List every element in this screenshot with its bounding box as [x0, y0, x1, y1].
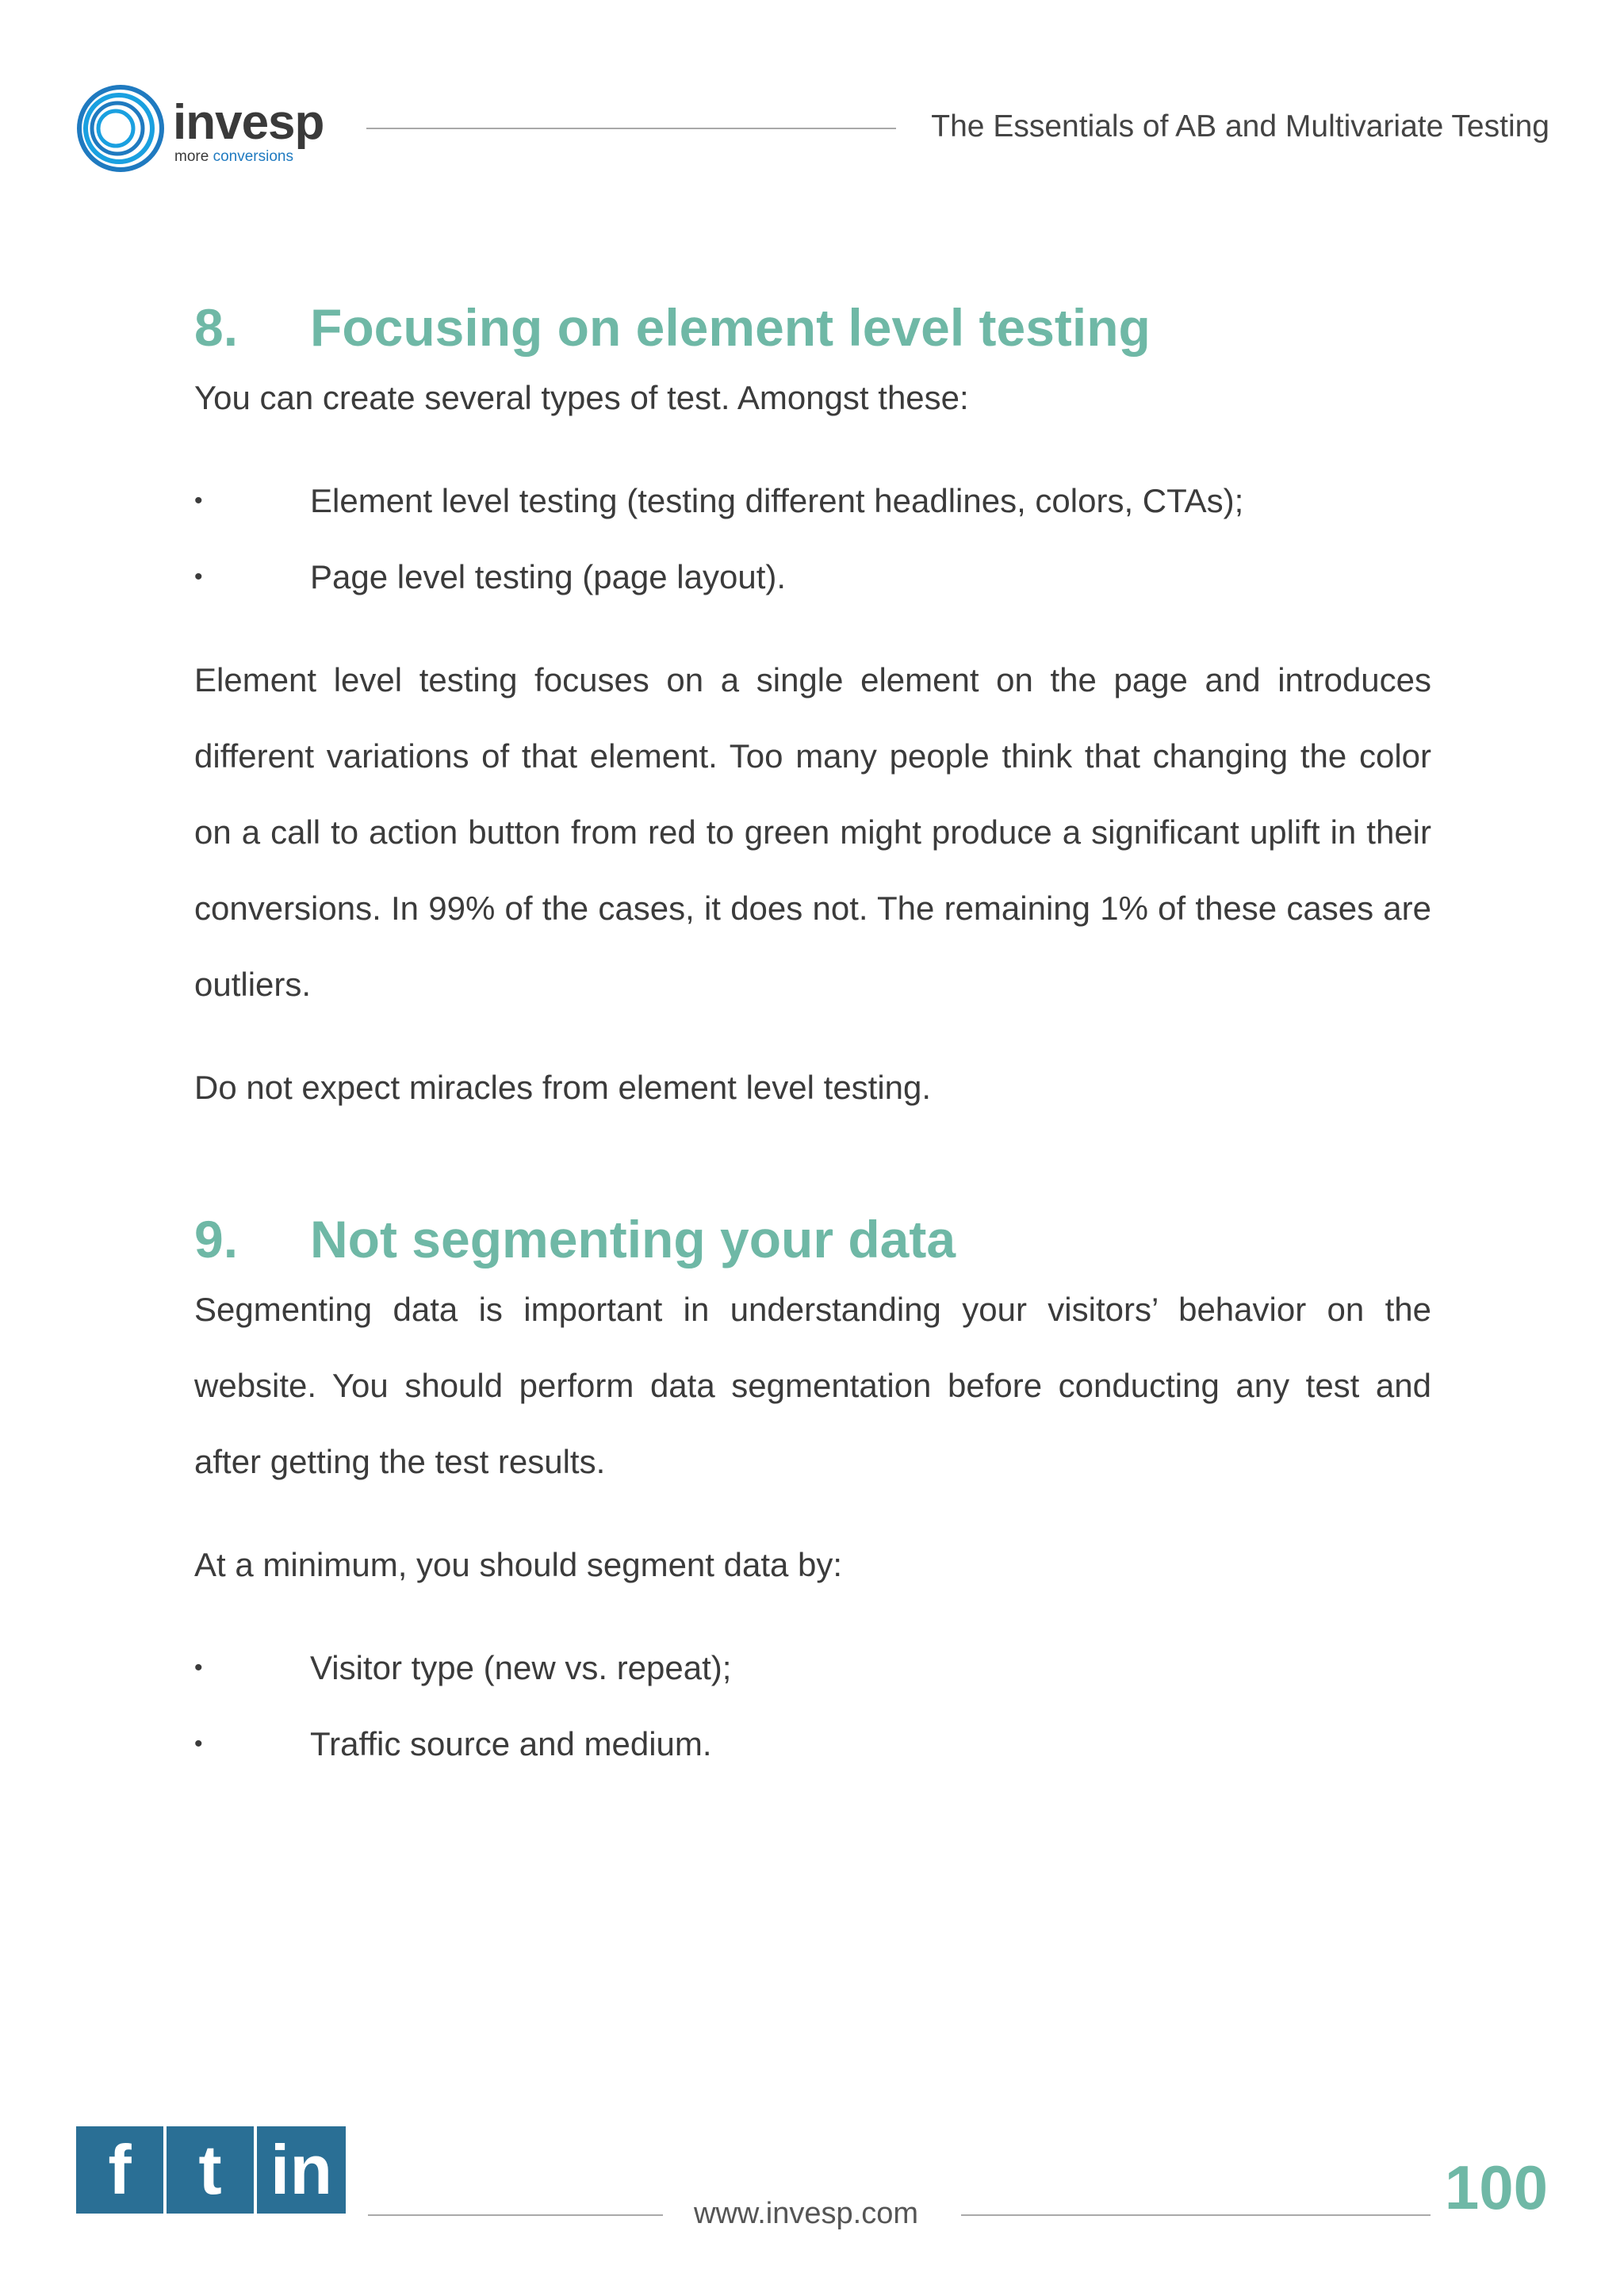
list-item-text: Page level testing (page layout). — [310, 558, 787, 595]
bullet-list — [194, 463, 1431, 615]
linkedin-icon[interactable] — [257, 2126, 346, 2214]
list-item — [194, 463, 1431, 539]
body-paragraph: Element level testing focuses on a single element on the page and introduces different variations of that element. Too many people think that changing the color on a call to action button from red to green might produce a significant uplift in their conversions. In 99% of the cases, it does not. The remaining 1% of these cases are outliers. — [194, 661, 1431, 1003]
logo-tagline — [174, 149, 293, 164]
bullet: • — [194, 488, 203, 514]
social-links — [76, 2126, 346, 2215]
section-number: 8. — [194, 298, 239, 357]
twitter-icon[interactable] — [167, 2126, 254, 2214]
section-number: 9. — [194, 1210, 239, 1269]
section-intro: At a minimum, you should segment data by: — [194, 1546, 843, 1583]
page-number: 100 — [1444, 2152, 1548, 2222]
list-item — [194, 1706, 1431, 1782]
list-item-text: Traffic source and medium. — [310, 1725, 712, 1762]
section-heading-8 — [194, 298, 1431, 357]
list-item — [194, 1630, 1431, 1706]
body-paragraph: Segmenting data is important in understanding your visitors’ behavior on the website. You should perform data segmentation before conducting any test and after getting the test results. — [194, 1291, 1431, 1480]
logo-tag-highlight: conversions — [213, 148, 293, 165]
section-title: Not segmenting your data — [310, 1210, 956, 1269]
twitter-glyph: t — [198, 2130, 222, 2209]
header-divider — [366, 128, 896, 129]
footer-url[interactable]: www.invesp.com — [694, 2197, 918, 2230]
invesp-logo — [76, 84, 346, 173]
logo-wordmark: invesp — [173, 95, 324, 150]
facebook-glyph: f — [108, 2130, 132, 2209]
facebook-icon[interactable] — [76, 2126, 163, 2214]
list-item-text: Visitor type (new vs. repeat); — [310, 1649, 732, 1686]
section-title: Focusing on element level testing — [310, 298, 1151, 357]
bullet: • — [194, 1655, 203, 1681]
list-item — [194, 539, 1431, 615]
body-paragraph: Do not expect miracles from element level testing. — [194, 1069, 932, 1106]
logo-tag-prefix: more — [174, 148, 209, 165]
logo-rings-icon — [76, 84, 165, 173]
section-heading-9 — [194, 1210, 1431, 1269]
linkedin-glyph: in — [270, 2130, 333, 2209]
document-title: The Essentials of AB and Multivariate Testing — [931, 109, 1549, 144]
footer-divider-right — [961, 2214, 1431, 2216]
bullet: • — [194, 1731, 203, 1757]
footer-divider-left — [368, 2214, 663, 2216]
bullet: • — [194, 564, 203, 590]
bullet-list — [194, 1630, 1431, 1782]
list-item-text: Element level testing (testing different headlines, colors, CTAs); — [310, 482, 1244, 519]
page-content — [194, 298, 1431, 1782]
section-intro: You can create several types of test. Amongst these: — [194, 379, 969, 416]
